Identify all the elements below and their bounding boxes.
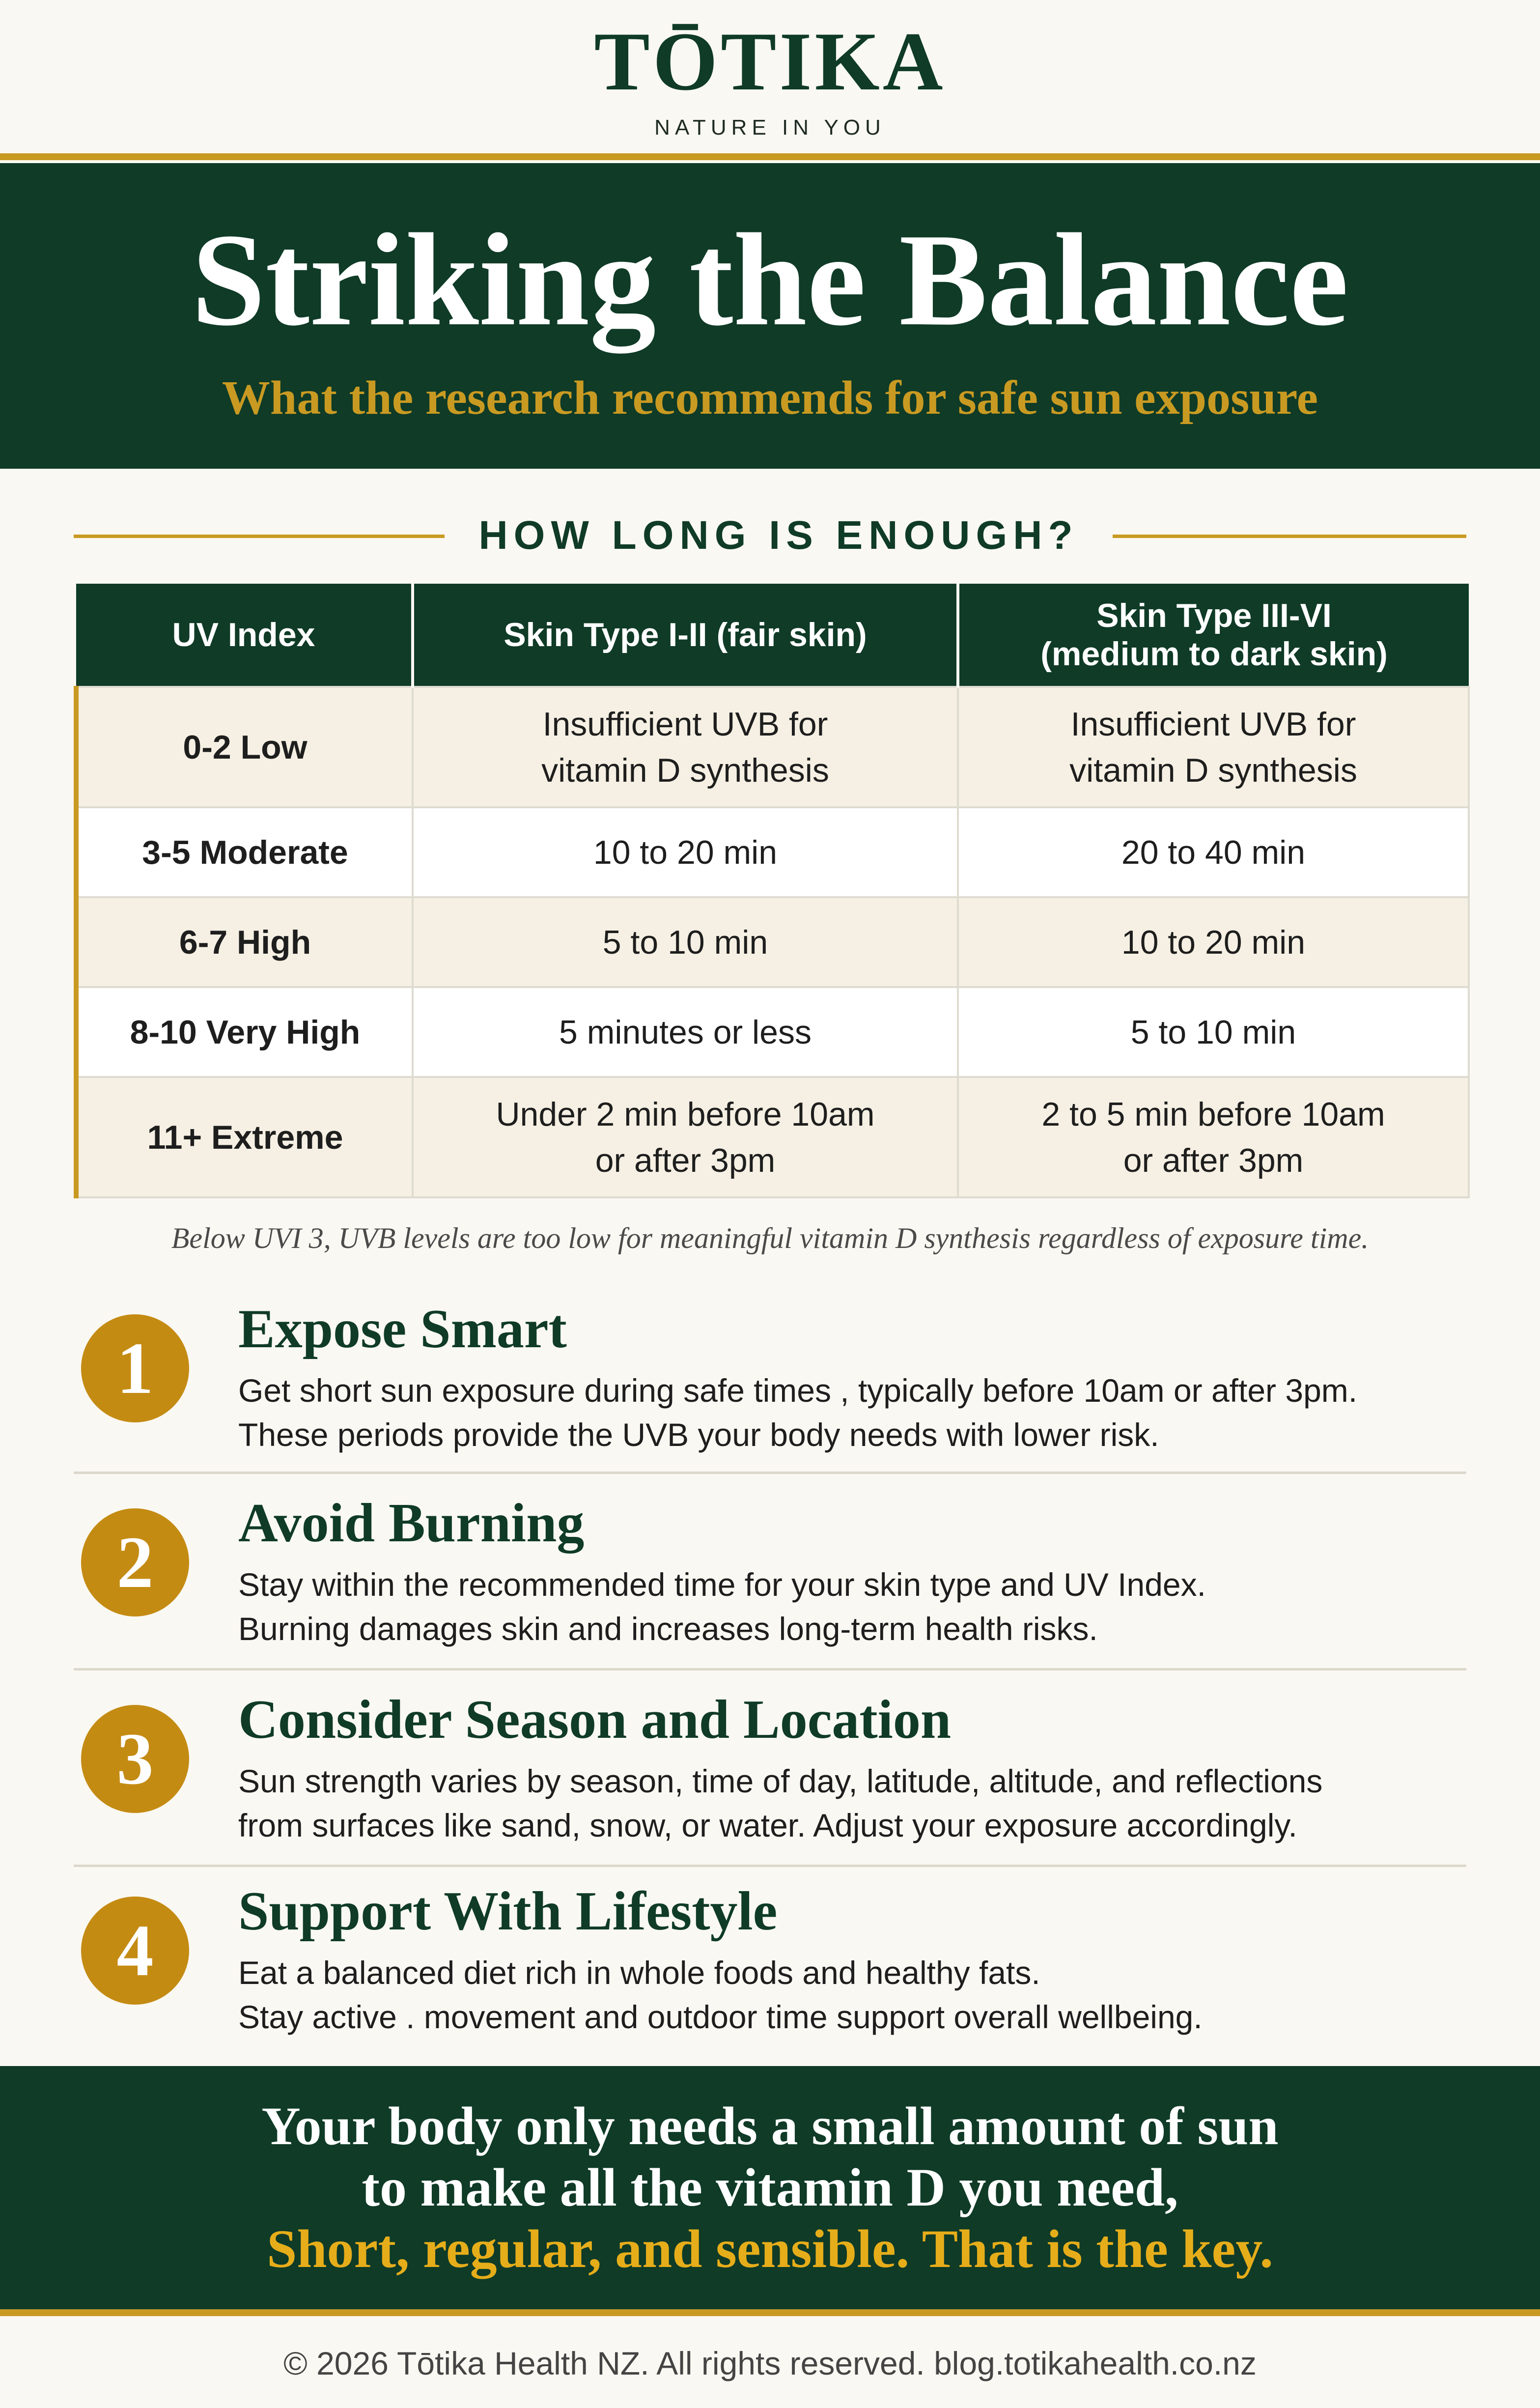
tip-number-badge: 3 xyxy=(81,1705,189,1813)
tip-number-badge: 2 xyxy=(81,1508,189,1616)
uv-level-cell: 8-10 Very High xyxy=(76,987,413,1077)
dark-skin-cell: 10 to 20 min xyxy=(958,897,1469,987)
tip-avoid-burning xyxy=(74,1491,1466,1658)
closing-line-3: Short, regular, and sensible. That is the key. xyxy=(267,2219,1273,2279)
fair-skin-cell: 10 to 20 min xyxy=(413,807,958,897)
uv-exposure-table xyxy=(74,584,1470,1198)
tip-expose-smart xyxy=(74,1297,1466,1464)
page-title: Striking the Balance xyxy=(191,206,1349,353)
header-uv-index: UV Index xyxy=(76,584,413,687)
tip-title: Expose Smart xyxy=(238,1299,567,1360)
tip-title: Avoid Burning xyxy=(238,1493,585,1554)
cell-line: or after 3pm xyxy=(595,1141,776,1179)
page-subtitle: What the research recommends for safe sun exposure xyxy=(222,371,1318,425)
tip-text-line: Sun strength varies by season, time of day, latitude, altitude, and reflections xyxy=(238,1763,1323,1799)
cell-line: Insufficient UVB for xyxy=(1070,705,1356,743)
tip-text-line: from surfaces like sand, snow, or water. Adjust your exposure accordingly. xyxy=(238,1807,1297,1843)
tip-season-location xyxy=(74,1688,1466,1855)
tip-divider xyxy=(74,1668,1466,1671)
dark-skin-cell: 5 to 10 min xyxy=(958,987,1469,1077)
cell-line: or after 3pm xyxy=(1123,1141,1304,1179)
cell-line: Insufficient UVB for xyxy=(542,705,828,743)
cell-line: vitamin D synthesis xyxy=(541,751,829,789)
table-row xyxy=(76,687,1469,807)
header-skin-dark-line2: (medium to dark skin) xyxy=(1040,635,1388,673)
brand-header xyxy=(0,0,1540,153)
fair-skin-cell xyxy=(413,1077,958,1197)
brand-logo: TŌTIKA xyxy=(594,15,946,108)
tip-text-line: Get short sun exposure during safe times , typically before 10am or after 3pm. xyxy=(238,1372,1358,1409)
cell-line: vitamin D synthesis xyxy=(1069,751,1357,789)
uv-level-cell: 3-5 Moderate xyxy=(76,807,413,897)
closing-line-1: Your body only needs a small amount of sun xyxy=(261,2096,1279,2156)
tip-text-line: Eat a balanced diet rich in whole foods and healthy fats. xyxy=(238,1955,1040,1991)
fair-skin-cell xyxy=(413,687,958,807)
table-row xyxy=(76,987,1469,1077)
tip-text-line: Burning damages skin and increases long-term health risks. xyxy=(238,1611,1098,1647)
dark-skin-cell xyxy=(958,687,1469,807)
table-footnote: Below UVI 3, UVB levels are too low for meaningful vitamin D synthesis regardless of exposure time. xyxy=(171,1222,1369,1254)
uv-level-cell: 0-2 Low xyxy=(76,687,413,807)
uv-level-cell: 11+ Extreme xyxy=(76,1077,413,1197)
dark-skin-cell xyxy=(958,1077,1469,1197)
header-skin-dark-line1: Skin Type III-VI xyxy=(1096,597,1332,634)
footer-copyright: © 2026 Tōtika Health NZ. All rights reserved. blog.totikahealth.co.nz xyxy=(283,2345,1257,2381)
table-row xyxy=(76,1077,1469,1197)
section-heading: HOW LONG IS ENOUGH? xyxy=(478,513,1079,558)
table-header-row xyxy=(76,584,1469,687)
section-rule-right xyxy=(1113,535,1466,538)
tip-lifestyle xyxy=(74,1879,1466,2046)
table-row xyxy=(76,807,1469,897)
header-skin-fair: Skin Type I-II (fair skin) xyxy=(413,584,958,687)
table-row xyxy=(76,897,1469,987)
tip-text-line: Stay active . movement and outdoor time support overall wellbeing. xyxy=(238,1999,1203,2035)
fair-skin-cell: 5 to 10 min xyxy=(413,897,958,987)
gold-divider-top xyxy=(0,153,1540,160)
tip-title: Support With Lifestyle xyxy=(238,1881,778,1942)
tip-title: Consider Season and Location xyxy=(238,1689,952,1750)
brand-tagline: NATURE IN YOU xyxy=(654,115,886,140)
section-heading-row xyxy=(74,509,1466,563)
closing-line-2: to make all the vitamin D you need, xyxy=(362,2157,1178,2217)
tip-number-badge: 4 xyxy=(81,1897,189,2005)
tip-text-line: These periods provide the UVB your body needs with lower risk. xyxy=(238,1416,1159,1453)
tip-number-badge: 1 xyxy=(81,1314,189,1422)
section-rule-left xyxy=(74,535,445,538)
uv-level-cell: 6-7 High xyxy=(76,897,413,987)
cell-line: Under 2 min before 10am xyxy=(496,1095,875,1133)
gold-divider-bottom xyxy=(0,2309,1540,2316)
dark-skin-cell: 20 to 40 min xyxy=(958,807,1469,897)
tip-divider xyxy=(74,1472,1466,1474)
header-skin-dark xyxy=(958,584,1469,687)
cell-line: 2 to 5 min before 10am xyxy=(1041,1095,1385,1133)
fair-skin-cell: 5 minutes or less xyxy=(413,987,958,1077)
tip-text-line: Stay within the recommended time for your skin type and UV Index. xyxy=(238,1566,1206,1603)
tip-divider xyxy=(74,1865,1466,1867)
